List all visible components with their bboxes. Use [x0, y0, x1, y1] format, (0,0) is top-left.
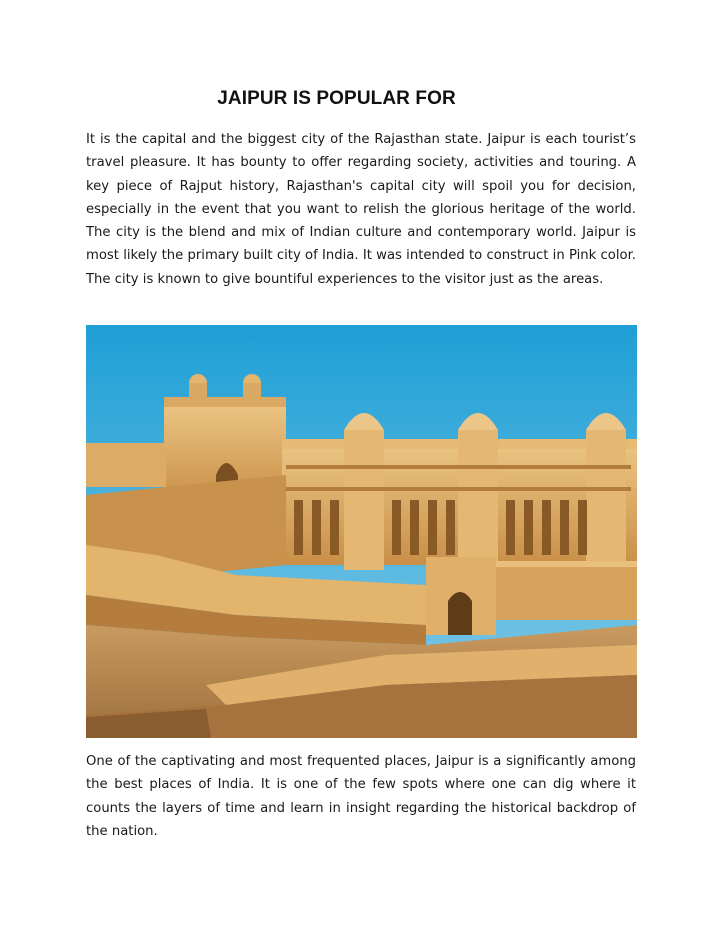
left-wall — [86, 443, 166, 487]
amer-fort-photo — [86, 325, 637, 738]
page-title: JAIPUR IS POPULAR FOR — [217, 88, 456, 109]
intro-paragraph: It is the capital and the biggest city of the Rajasthan state. Jaipur is each tourist’s travel pleasure. It has bounty to offer regarding society, activities and touring. A key piece of Rajput history, Rajasthan's capital city will spoil you for decision, especially in the event that you want to relish the glorious heritage of the world. The city is the blend and mix of Indian culture and contemporary world. Jaipur is most likely the primary built city of India. It was intended to construct in Pink color. The city is known to give bountiful experiences to the visitor just as the areas. — [86, 132, 636, 287]
closing-paragraph: One of the captivating and most frequented places, Jaipur is a significantly among the best places of India. It is one of the few spots where one can dig where it counts the layers of time and learn in insight regarding the historical backdrop of the nation. — [86, 754, 636, 839]
